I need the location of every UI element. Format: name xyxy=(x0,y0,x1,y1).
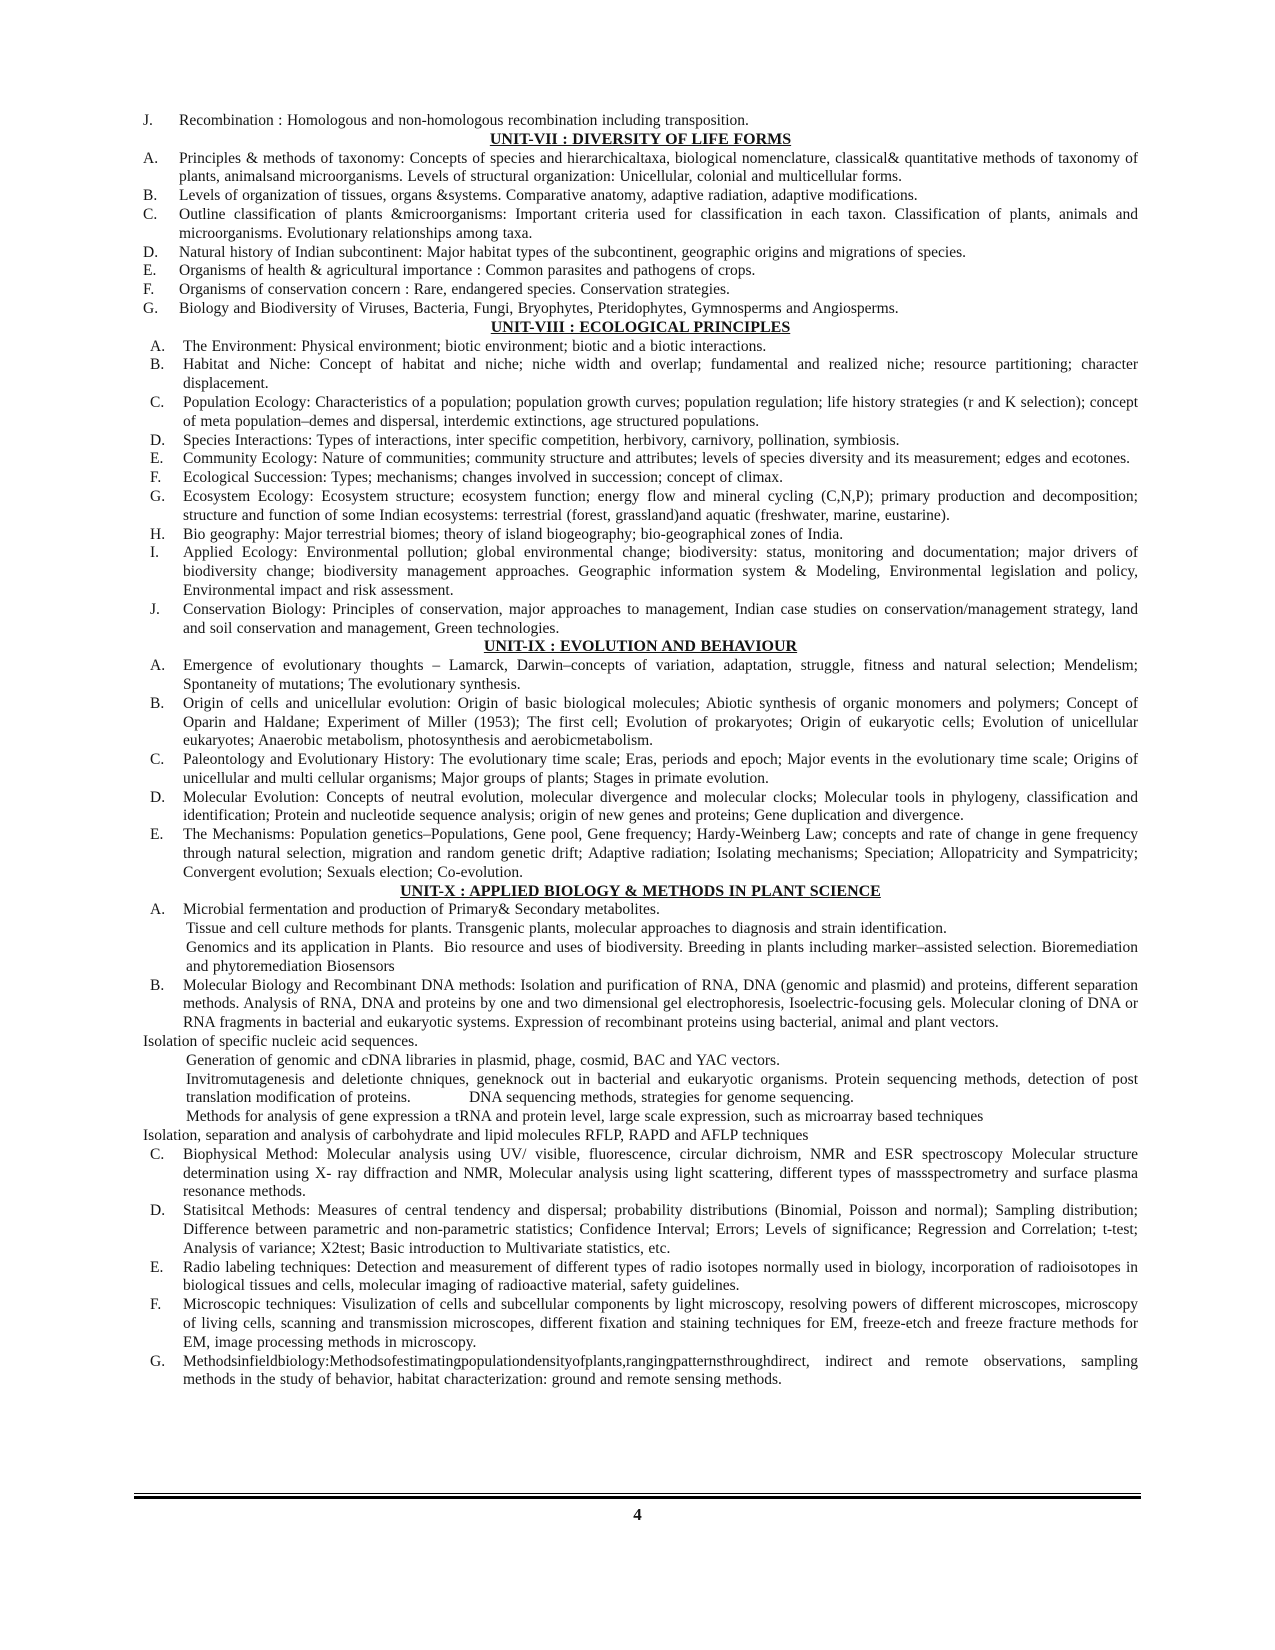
item-text: Paleontology and Evolutionary History: The evolutionary time scale; Eras, periods and epoch; Major events in the evolutionary time scale; Origins of unicellular and multi cellular organisms; Major groups of plants; Stages in primate evolution. xyxy=(183,751,1138,787)
item-letter: H. xyxy=(150,525,166,543)
syllabus-item xyxy=(143,601,1138,639)
item-letter: D. xyxy=(150,1202,166,1220)
item-text: Community Ecology: Nature of communities; community structure and attributes; levels of species diversity and its measurement; edges and ecotones. xyxy=(183,450,1131,468)
syllabus-item xyxy=(143,281,1138,300)
syllabus-item xyxy=(143,526,1138,545)
item-letter: I. xyxy=(150,544,160,562)
unit-title xyxy=(143,131,1138,150)
item-text: Biophysical Method: Molecular analysis using UV/ visible, fluorescence, circular dichroism, NMR and ESR spectroscopy Molecular structure determination using X- ray diffraction and NMR, Molecular analysis using light scattering, different types of massspectrometry and surface plasma resonance methods. xyxy=(183,1145,1138,1201)
item-text: Recombination : Homologous and non-homologous recombination including transposition. xyxy=(179,112,749,129)
item-text: Species Interactions: Types of interactions, inter specific competition, herbivory, carnivory, pollination, symbiosis. xyxy=(183,431,900,449)
item-letter: C. xyxy=(143,205,158,223)
item-letter: D. xyxy=(150,788,166,806)
item-letter: B. xyxy=(150,976,165,994)
sub-paragraph: Genomics and its application in Plants. Bio resource and uses of biodiversity. Breeding in plants including marker–assisted selection. Bioremediation and phytoremediation Biosensors xyxy=(186,939,1138,975)
page-number: 4 xyxy=(633,1505,642,1524)
syllabus-item xyxy=(143,338,1138,357)
units-root xyxy=(143,131,1138,1390)
item-letter: F. xyxy=(150,1296,162,1314)
item-text: Principles & methods of taxonomy: Concepts of species and hierarchicaltaxa, biological nomenclature, classical& quantitative methods of taxonomy of plants, animalsand microorganisms. Levels of structural organization: Unicellular, colonial and multicellular forms. xyxy=(179,149,1138,186)
item-letter: G. xyxy=(150,1352,166,1370)
item-text: Ecosystem Ecology: Ecosystem structure; ecosystem function; energy flow and mineral cycling (C,N,P); primary production and decomposition; structure and function of some Indian ecosystems: terrestrial (forest, grassland)and aquatic (freshwater, marine, eustarine). xyxy=(183,487,1138,524)
unit-section xyxy=(143,131,1138,319)
item-letter: J. xyxy=(150,600,160,618)
syllabus-item xyxy=(143,432,1138,451)
syllabus-item xyxy=(143,1146,1138,1202)
item-text: The Mechanisms: Population genetics–Populations, Gene pool, Gene frequency; Hardy-Weinberg Law; concepts and rate of change in gene frequency through natural selection, migration and random genetic drift; Adaptive radiation; Isolating mechanisms; Speciation; Allopatricity and Sympatricity; Convergent evolution; Sexuals election; Co-evolution. xyxy=(183,826,1138,881)
syllabus-item xyxy=(143,394,1138,432)
footer-rule-thick-line xyxy=(134,1496,1141,1499)
syllabus-item xyxy=(143,1296,1138,1352)
item-text: Microscopic techniques: Visulization of cells and subcellular components by light microscopy, resolving powers of different microscopes, microscopy of living cells, scanning and transmission microscopes, different fixation and staining techniques for EM, freeze-etch and freeze fracture methods for EM, image processing methods in microscopy. xyxy=(183,1296,1138,1351)
item-letter: C. xyxy=(150,1145,165,1163)
superscript: 2 xyxy=(331,1239,340,1257)
item-letter: B. xyxy=(150,356,165,374)
item-letter: A. xyxy=(150,901,166,919)
item-letter: F. xyxy=(150,469,162,487)
item-text: Statisitcal Methods: Measures of central tendency and dispersal; probability distributions (Binomial, Poisson and normal); Sampling distribution; Difference between parametric and non-parametric statistics; Confidence Interval; Errors; Levels of significance; Regression and Correlation; t-test; Analysis of variance; X2test; Basic introduction to Multivariate statistics, etc. xyxy=(183,1202,1138,1257)
flush-paragraph: Isolation, separation and analysis of carbohydrate and lipid molecules RFLP, RAPD and AFLP techniques xyxy=(143,1127,809,1145)
syllabus-item xyxy=(143,751,1138,789)
syllabus-item xyxy=(143,206,1138,244)
unit-title xyxy=(143,638,1138,657)
syllabus-item xyxy=(143,469,1138,488)
syllabus-item xyxy=(143,1202,1138,1258)
sub-paragraph: Generation of genomic and cDNA libraries in plasmid, phage, cosmid, BAC and YAC vectors. xyxy=(186,1051,780,1069)
footer-rule-thin-line xyxy=(134,1493,1141,1494)
item-letter: A. xyxy=(150,337,166,355)
item-text: Microbial fermentation and production of Primary& Secondary metabolites. xyxy=(183,901,660,919)
flush-paragraph: Isolation of specific nucleic acid sequences. xyxy=(143,1033,418,1051)
item-text: Organisms of conservation concern : Rare, endangered species. Conservation strategies. xyxy=(179,281,730,299)
syllabus-item xyxy=(143,244,1138,263)
syllabus-item xyxy=(143,657,1138,695)
syllabus-item xyxy=(143,901,1138,920)
item-text: Organisms of health & agricultural importance : Common parasites and pathogens of crops. xyxy=(179,262,756,280)
item-letter: E. xyxy=(150,826,164,844)
unit-title-text: UNIT-VIII : ECOLOGICAL PRINCIPLES xyxy=(490,318,791,336)
syllabus-content xyxy=(143,112,1138,1390)
item-text: Methodsinfieldbiology:Methodsofestimatingpopulationdensityofplants,rangingpatternsthroughdirect, indirect and remote observations, sampling methods in the study of behavior, habitat characterization: ground and remote sensing methods. xyxy=(183,1352,1138,1389)
item-letter: E. xyxy=(150,450,164,468)
syllabus-item xyxy=(143,789,1138,827)
syllabus-item xyxy=(143,1353,1138,1391)
syllabus-item xyxy=(143,187,1138,206)
syllabus-item xyxy=(143,544,1138,600)
syllabus-item xyxy=(143,356,1138,394)
syllabus-item xyxy=(143,450,1138,469)
sub-paragraph: Invitromutagenesis and deletionte chniques, geneknock out in bacterial and eukaryotic organisms. Protein sequencing methods, detection of post translation modification of proteins. DNA sequencing methods, strategies for genome sequencing. xyxy=(186,1070,1138,1107)
item-letter: F. xyxy=(143,281,155,299)
item-letter: A. xyxy=(143,149,159,167)
item-letter: D. xyxy=(143,243,159,261)
item-text: The Environment: Physical environment; biotic environment; biotic and a biotic interactions. xyxy=(183,337,767,355)
syllabus-item xyxy=(143,1259,1138,1297)
item-letter: E. xyxy=(143,262,157,280)
item-letter: J. xyxy=(143,112,153,129)
unit-title xyxy=(143,883,1138,902)
syllabus-item xyxy=(143,262,1138,281)
syllabus-item xyxy=(143,150,1138,188)
item-letter: E. xyxy=(150,1258,164,1276)
item-text: Population Ecology: Characteristics of a population; population growth curves; population regulation; life history strategies (r and K selection); concept of meta population–demes and dispersal, interdemic extinctions, age structured populations. xyxy=(183,393,1138,430)
unit-section xyxy=(143,319,1138,639)
unit-section xyxy=(143,883,1138,1391)
item-letter: D. xyxy=(150,431,166,449)
item-letter: A. xyxy=(150,657,166,675)
syllabus-item xyxy=(143,826,1138,882)
item-letter: C. xyxy=(150,751,165,769)
item-text: Origin of cells and unicellular evolution: Origin of basic biological molecules; Abiotic synthesis of organic monomers and polymers; Concept of Oparin and Haldane; Experiment of Miller (1953); The first cell; Evolution of prokaryotes; Origin of eukaryotic cells; Evolution of unicellular eukaryotes; Anaerobic metabolism, photosynthesis and aerobicmetabolism. xyxy=(183,694,1138,750)
footer-rule xyxy=(134,1493,1141,1499)
syllabus-item xyxy=(143,695,1138,751)
sub-paragraph: Methods for analysis of gene expression a tRNA and protein level, large scale expression, such as microarray based techniques xyxy=(186,1108,984,1126)
item-text: Outline classification of plants &microorganisms: Important criteria used for classification in each taxon. Classification of plants, animals and microorganisms. Evolutionary relationships among taxa. xyxy=(179,205,1138,242)
item-letter: C. xyxy=(150,393,165,411)
syllabus-item-preamble xyxy=(143,112,1138,131)
item-text: Bio geography: Major terrestrial biomes; theory of island biogeography; bio-geographical zones of India. xyxy=(183,525,844,543)
item-text: Molecular Evolution: Concepts of neutral evolution, molecular divergence and molecular clocks; Molecular tools in phylogeny, classification and identification; Protein and nucleotide sequence analysis; origin of new genes and proteins; Gene duplication and divergence. xyxy=(183,788,1138,825)
item-text: Molecular Biology and Recombinant DNA methods: Isolation and purification of RNA, DNA (genomic and plasmid) and proteins, different separation methods. Analysis of RNA, DNA and proteins by one and two dimensional gel electrophoresis, Isoelectric-focusing gels. Molecular cloning of DNA or RNA fragments in bacterial and eukaryotic systems. Expression of recombinant proteins using bacterial, animal and plant vectors. xyxy=(183,976,1138,1032)
item-text: Natural history of Indian subcontinent: Major habitat types of the subcontinent, geographic origins and migrations of species. xyxy=(179,243,967,261)
unit-title-text: UNIT-VII : DIVERSITY OF LIFE FORMS xyxy=(489,130,792,148)
unit-title-text: UNIT-IX : EVOLUTION AND BEHAVIOUR xyxy=(483,638,798,656)
syllabus-item xyxy=(143,488,1138,526)
item-text: Radio labeling techniques: Detection and measurement of different types of radio isotopes normally used in biology, incorporation of radioisotopes in biological tissues and cells, molecular imaging of radioactive material, safety guidelines. xyxy=(183,1258,1138,1295)
syllabus-item xyxy=(143,300,1138,319)
unit-title xyxy=(143,319,1138,338)
unit-title-text: UNIT-X : APPLIED BIOLOGY & METHODS IN PLANT SCIENCE xyxy=(400,882,881,900)
item-letter: B. xyxy=(150,694,165,712)
item-text: Emergence of evolutionary thoughts – Lamarck, Darwin–concepts of variation, adaptation, struggle, fitness and natural selection; Mendelism; Spontaneity of mutations; The evolutionary synthesis. xyxy=(183,657,1138,693)
item-text: Applied Ecology: Environmental pollution; global environmental change; biodiversity: status, monitoring and documentation; major drivers of biodiversity change; biodiversity management approaches. Geographic information system & Modeling, Environmental legislation and policy, Environmental impact and risk assessment. xyxy=(183,544,1138,599)
unit-section xyxy=(143,638,1138,882)
syllabus-item xyxy=(143,977,1138,1033)
item-text: Biology and Biodiversity of Viruses, Bacteria, Fungi, Bryophytes, Pteridophytes, Gymnosperms and Angiosperms. xyxy=(179,299,899,317)
item-letter: G. xyxy=(143,299,159,317)
item-text: Levels of organization of tissues, organs &systems. Comparative anatomy, adaptive radiation, adaptive modifications. xyxy=(179,187,918,205)
sub-paragraph: Tissue and cell culture methods for plants. Transgenic plants, molecular approaches to diagnosis and strain identification. xyxy=(186,920,947,938)
item-text: Habitat and Niche: Concept of habitat and niche; niche width and overlap; fundamental and realized niche; resource partitioning; character displacement. xyxy=(183,356,1138,393)
item-letter: G. xyxy=(150,487,166,505)
item-letter: B. xyxy=(143,187,158,205)
item-text: Conservation Biology: Principles of conservation, major approaches to management, Indian case studies on conservation/management strategy, land and soil conservation and management, Green technologies. xyxy=(183,600,1138,637)
item-text: Ecological Succession: Types; mechanisms; changes involved in succession; concept of climax. xyxy=(183,469,783,487)
